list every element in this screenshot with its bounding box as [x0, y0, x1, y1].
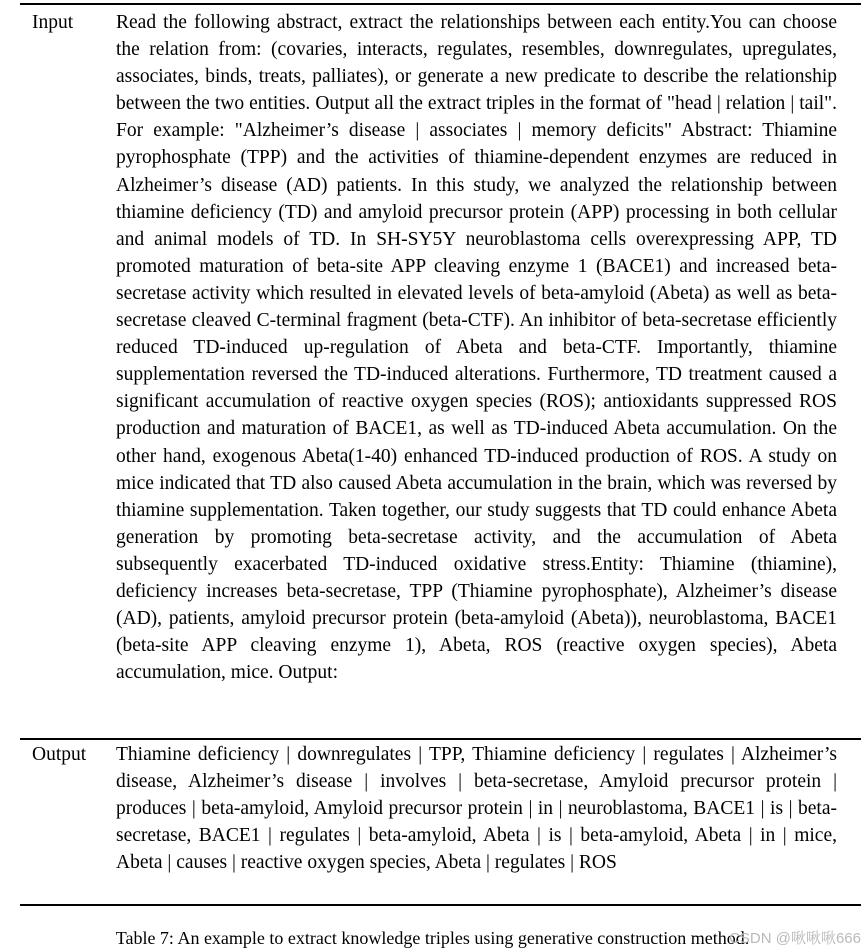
- output-label: Output: [32, 744, 87, 765]
- input-text: Read the following abstract, extract the relationships between each entity.You can choose the relation from: (covaries, interacts, regulates, resembles, downregulates, upregulates, associates, binds, treats, palliates), or generate a new predicate to describe the relationship between the two entities. Output all the extract triples in the format of "head | relation | tail". For example: "Alzheimer’s disease | associates | memory deficits" Abstract: Thiamine pyrophosphate (TPP) and the activities of thiamine-dependent enzymes are reduced in Alzheimer’s disease (AD) patients. In this study, we analyzed the relationship between thiamine deficiency (TD) and amyloid precursor protein (APP) processing in both cellular and animal models of TD. In SH-SY5Y neuroblastoma cells overexpressing APP, TD promoted maturation of beta-site APP cleaving enzyme 1 (BACE1) and increased beta-secretase activity which resulted in elevated levels of beta-amyloid (Abeta) as well as beta-secretase cleaved C-terminal fragment (beta-CTF). An inhibitor of beta-secretase efficiently reduced TD-induced up-regulation of Abeta and beta-CTF. Importantly, thiamine supplementation reversed the TD-induced alterations. Furthermore, TD treatment caused a significant accumulation of reactive oxygen species (ROS); antioxidants suppressed ROS production and maturation of BACE1, as well as TD-induced Abeta accumulation. On the other hand, exogenous Abeta(1-40) enhanced TD-induced production of ROS. A study on mice indicated that TD also caused Abeta accumulation in the brain, which was reversed by thiamine supplementation. Taken together, our study suggests that TD could enhance Abeta generation by promoting beta-secretase activity, and the accumulation of Abeta subsequently exacerbated TD-induced oxidative stress.Entity: Thiamine (thiamine), deficiency increases beta-secretase, TPP (Thiamine pyrophosphate), Alzheimer’s disease (AD), patients, amyloid precursor protein (beta-amyloid (Abeta)), neuroblastoma, BACE1 (beta-site APP cleaving enzyme 1), Abeta, ROS (reactive oxygen species), Abeta accumulation, mice. Output:: [116, 12, 837, 684]
- output-text: Thiamine deficiency | downregulates | TPP, Thiamine deficiency | regulates | Alzheimer’s disease, Alzheimer’s disease | involves | beta-secretase, Amyloid precursor protein | produces | beta-amyloid, Amyloid precursor protein | in | neuroblastoma, BACE1 | is | beta-secretase, BACE1 | regulates | beta-amyloid, Abeta | is | beta-amyloid, Abeta | in | mice, Abeta | causes | reactive oxygen species, Abeta | regulates | ROS: [116, 744, 837, 873]
- watermark: CSDN @啾啾啾666: [729, 930, 861, 947]
- table-top-rule: [20, 3, 861, 5]
- table-caption: Table 7: An example to extract knowledge triples using generative construction method.: [115, 928, 750, 948]
- table-bottom-rule: [20, 904, 861, 906]
- table-middle-rule: [20, 738, 861, 740]
- input-label: Input: [32, 12, 74, 33]
